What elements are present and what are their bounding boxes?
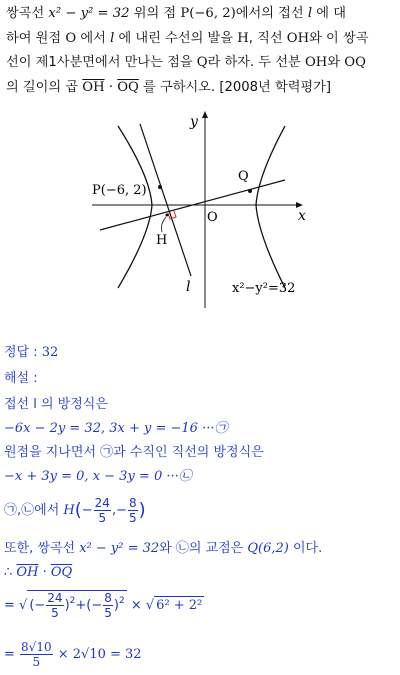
text: 하여 원점	[6, 30, 62, 46]
sqrt-expression-2: 6² + 2²	[156, 598, 203, 613]
numerator: 24	[94, 496, 110, 510]
text: 를 구하시오. [2008년 학력평가]	[143, 79, 332, 95]
point-h: H	[237, 30, 249, 46]
text: , 직선	[248, 30, 283, 46]
segment-oq-bar: $\overline{OQ}$	[50, 565, 73, 580]
curve-label: x²−y²=32	[232, 281, 296, 296]
point-q: Q	[196, 55, 208, 70]
problem-text	[6, 2, 398, 100]
denominator: 5	[104, 606, 112, 620]
text: 에서	[80, 30, 106, 46]
dot-operator: ·	[42, 565, 47, 580]
point-p-dot	[158, 185, 162, 189]
hyperbola-left-branch	[118, 126, 152, 288]
text: 와 이 쌍곡	[309, 30, 369, 46]
origin: O	[65, 30, 77, 46]
p-label: P(−6, 2)	[92, 183, 147, 198]
line-l: l	[110, 30, 115, 46]
fraction	[128, 496, 138, 525]
hyperbola-right-branch	[256, 126, 285, 288]
text: 위의 점	[133, 6, 177, 21]
segment-oh: OH	[305, 55, 328, 70]
point-h: H	[63, 503, 75, 518]
answer-value: 32	[41, 345, 59, 360]
solution-step-5: ㉠,㉡에서 H(− $\frac{24}{5}$ ,− $\frac{8}{5}$ )	[4, 496, 146, 525]
problem-line-2	[6, 27, 398, 52]
paren-close: )	[138, 499, 146, 521]
tangent-line-l	[140, 124, 191, 276]
origin-label: O	[207, 210, 218, 225]
y-axis-arrow	[202, 111, 208, 118]
text: 와 ㉡의 교점은	[159, 541, 244, 556]
segment-oh: OH	[286, 30, 310, 46]
hyperbola-figure	[0, 108, 400, 308]
text: 의 길이의 곱	[6, 79, 79, 95]
point-h-dot	[166, 214, 169, 217]
x-label: x	[298, 208, 306, 224]
solution-step-3: 원점을 지나면서 ㉠과 수직인 직선의 방정식은	[4, 445, 264, 460]
answer-line	[4, 344, 398, 362]
q-label: Q	[238, 169, 249, 184]
sqrt-expression: (− $\frac{24}{5}$ )$^2$+(− $\frac{8}{5}$ )$^2$	[29, 591, 125, 620]
solution-step-7	[4, 564, 398, 582]
h-label: H	[156, 233, 168, 248]
times: ×	[130, 598, 142, 613]
text: 또한, 쌍곡선	[4, 541, 76, 556]
equals: =	[4, 598, 15, 613]
numerator: 8	[128, 496, 137, 510]
denominator: 5	[32, 655, 41, 669]
y-label: y	[190, 114, 198, 130]
text: 선이 제1사분면에서 만나는 점을	[6, 55, 193, 70]
explain-label: 해설 :	[4, 371, 38, 386]
text: 와	[327, 55, 341, 70]
answer-label: 정답 :	[4, 345, 38, 360]
numerator: 8	[104, 591, 112, 605]
numerator: 8√10	[21, 640, 52, 654]
solution-step-9	[4, 640, 398, 669]
segment-oh-bar: $\overline{OH}$	[82, 79, 105, 95]
text: 이다.	[293, 541, 323, 556]
point-q-dot	[248, 189, 252, 193]
solution-step-8: = √ (− $\frac{24}{5}$ )$^2$+(− $\frac{8}{5}$ )$^2$ × √ 6² + 2²	[4, 591, 203, 620]
denominator: 5	[98, 511, 107, 525]
problem-line-4	[6, 76, 398, 101]
therefore-symbol: ∴	[4, 565, 13, 580]
paren-open: (	[74, 499, 82, 521]
fraction	[46, 591, 63, 620]
denominator: 5	[128, 511, 137, 525]
solution-step-2: −6x − 2y = 32, 3x + y = −16 ···㉠	[4, 421, 228, 436]
equals: =	[4, 647, 15, 662]
text: ㉠,㉡에서	[4, 503, 60, 518]
equation: x² − y² = 32	[79, 541, 160, 556]
result: × 2√10 = 32	[57, 647, 142, 662]
text: 에서의 접선	[235, 6, 304, 21]
text: 에 내린 수선의 발을	[118, 30, 233, 46]
numerator: 24	[47, 591, 63, 605]
problem-line-3	[6, 51, 398, 76]
text: 라 하자. 두 선분	[207, 55, 301, 70]
point-p: P(−6, 2)	[180, 6, 236, 21]
solution-step-6	[4, 540, 398, 558]
dot-operator: ·	[108, 79, 114, 95]
text: 에 대	[316, 6, 346, 21]
segment-oh-bar: $\overline{OH}$	[16, 565, 39, 580]
solution-step-1: 접선 l 의 방정식은	[4, 397, 108, 412]
line-l: l	[307, 6, 313, 21]
segment-oq-bar: $\overline{OQ}$	[117, 79, 139, 95]
problem-line-1	[6, 2, 398, 27]
fraction	[103, 591, 113, 620]
segment-oq: OQ	[344, 55, 366, 70]
equation: x² − y² = 32	[48, 6, 130, 21]
l-label: l	[186, 279, 191, 295]
fraction	[20, 640, 53, 669]
text: 쌍곡선	[6, 6, 45, 21]
h-leader	[162, 217, 167, 232]
fraction	[94, 496, 111, 525]
denominator: 5	[51, 606, 59, 620]
point-q: Q(6,2)	[247, 541, 289, 556]
solution-step-4: −x + 3y = 0, x − 3y = 0 ···㉡	[4, 469, 192, 484]
